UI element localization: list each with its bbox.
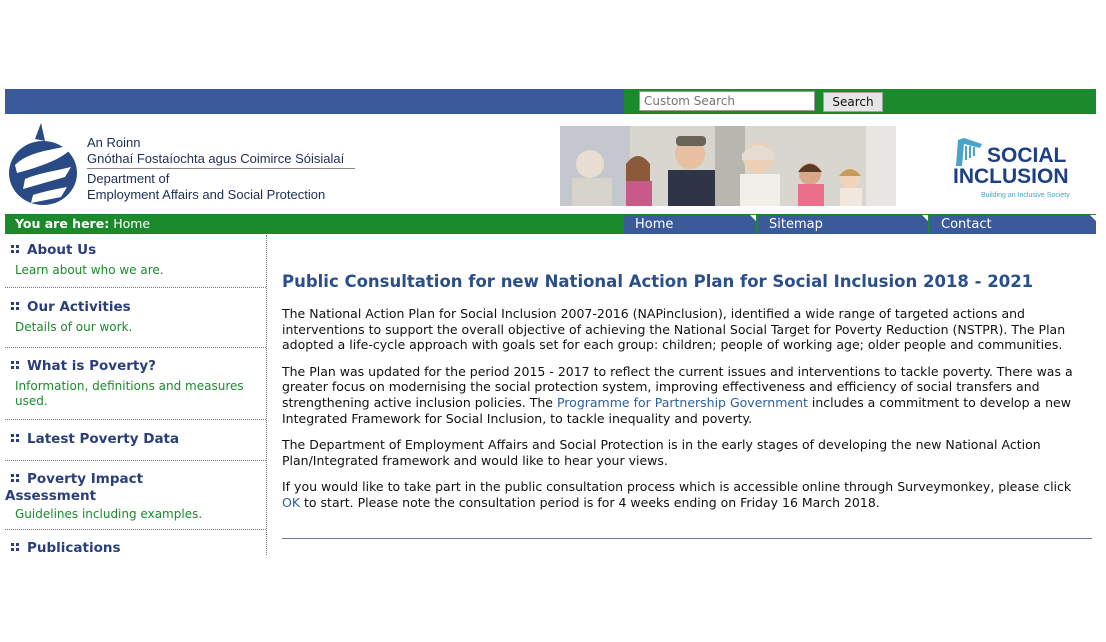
- page-title: Public Consultation for new National Action Plan for Social Inclusion 2018 - 2021: [282, 272, 1034, 291]
- search-input[interactable]: [639, 91, 815, 111]
- bullet-icon: [11, 361, 20, 369]
- social-inclusion-tagline: Building an Inclusive Society: [981, 192, 1070, 199]
- sidebar-item-our-activities: [5, 288, 266, 348]
- sidebar: [5, 235, 267, 555]
- social-inclusion-line2: INCLUSION: [953, 165, 1069, 188]
- family-photo-image: [560, 126, 896, 206]
- sidebar-item-what-is-poverty: [5, 348, 266, 420]
- sidebar-title: Our Activities: [27, 299, 131, 315]
- nav-tab-contact[interactable]: Contact: [930, 215, 1096, 234]
- sidebar-item-about-us: [5, 235, 266, 288]
- paragraph-2-text-a: The Plan was updated for the period 2015 - 2017 to reflect the current issues and interventions to tackle poverty. There was a greater focus on modernising the social protection system, improving effectiveness and efficiency of social transfers and strengthening active inclusion policies. The: [282, 363, 1073, 410]
- nav-tab-sitemap[interactable]: Sitemap: [758, 215, 928, 234]
- breadcrumb: [5, 214, 491, 234]
- sidebar-title: What is Poverty?: [27, 358, 156, 374]
- paragraph-4-text-a: If you would like to take part in the public consultation process which is accessible online through Surveymonkey, please click: [282, 479, 1072, 495]
- sidebar-item-latest-poverty-data: [5, 420, 266, 461]
- sidebar-link-latest-poverty-data[interactable]: [5, 431, 266, 448]
- sidebar-title: Publications: [27, 540, 121, 556]
- sidebar-item-publications: [5, 530, 266, 560]
- sidebar-title: Latest Poverty Data: [27, 431, 180, 447]
- sidebar-title: About Us: [27, 242, 97, 258]
- sidebar-desc: Information, definitions and measures used.: [15, 379, 244, 408]
- paragraph-2: [282, 364, 1092, 426]
- harp-icon: [952, 134, 986, 168]
- bullet-icon: [11, 245, 20, 253]
- bullet-icon: [11, 543, 20, 551]
- paragraph-4-text-b: to start. Please note the consultation period is for 4 weeks ending on Friday 16 March 2018.: [300, 494, 880, 510]
- search-button[interactable]: Search: [823, 92, 883, 112]
- department-logo[interactable]: [5, 115, 360, 211]
- breadcrumb-home-link[interactable]: Home: [113, 216, 151, 231]
- bullet-icon: [11, 474, 20, 482]
- paragraph-2-text-b: includes a commitment to develop a new Integrated Framework for Social Inclusion, to tackle inequality and poverty.: [282, 394, 1071, 426]
- breadcrumb-label: You are here:: [15, 216, 110, 231]
- content-divider: [282, 538, 1092, 539]
- sidebar-title: Poverty Impact Assessment: [5, 471, 144, 504]
- logo-line-english-name: Employment Affairs and Social Protection: [87, 187, 326, 202]
- logo-line-department-of: Department of: [87, 171, 170, 186]
- logo-line-an-roinn: An Roinn: [87, 135, 141, 150]
- paragraph-1: The National Action Plan for Social Inclusion 2007-2016 (NAPinclusion), identified a wide range of targeted actions and interventions to support the overall objective of achieving the National Social Target for Poverty Reduction (NSTPR). The Plan adopted a life-cycle approach with goals set for each group: children; people of working age; older people and communities.: [282, 306, 1066, 353]
- social-inclusion-logo[interactable]: [950, 132, 1090, 207]
- department-name: [87, 135, 355, 203]
- main-content: [282, 272, 1092, 522]
- programme-link[interactable]: Programme for Partnership Government: [556, 394, 808, 410]
- sidebar-desc: Learn about who we are.: [15, 263, 164, 277]
- sidebar-desc: Details of our work.: [15, 320, 133, 334]
- bullet-icon: [11, 434, 20, 442]
- header-photo-banner: [560, 126, 896, 206]
- logo-divider: [87, 168, 355, 169]
- sidebar-link-our-activities[interactable]: [5, 299, 266, 316]
- social-inclusion-line1: SOCIAL: [987, 144, 1067, 167]
- bullet-icon: [11, 302, 20, 310]
- harp-bird-logo-icon: [5, 117, 85, 211]
- logo-line-irish-name: Gnóthaí Fostaíochta agus Coimirce Sóisialaí: [87, 151, 345, 166]
- sidebar-link-about-us[interactable]: [5, 242, 266, 259]
- paragraph-4: [282, 479, 1092, 510]
- sidebar-link-what-is-poverty[interactable]: [5, 358, 266, 375]
- nav-tab-home[interactable]: Home: [624, 215, 756, 234]
- sidebar-item-poverty-impact-assessment: [5, 461, 266, 530]
- sidebar-desc: Guidelines including examples.: [15, 507, 203, 521]
- sidebar-link-poverty-impact-assessment[interactable]: [5, 471, 155, 505]
- paragraph-3: The Department of Employment Affairs and Social Protection is in the early stages of developing the new National Action Plan/Integrated framework and would like to hear your views.: [282, 437, 1041, 468]
- sidebar-link-publications[interactable]: [5, 540, 266, 557]
- ok-link[interactable]: OK: [282, 494, 301, 510]
